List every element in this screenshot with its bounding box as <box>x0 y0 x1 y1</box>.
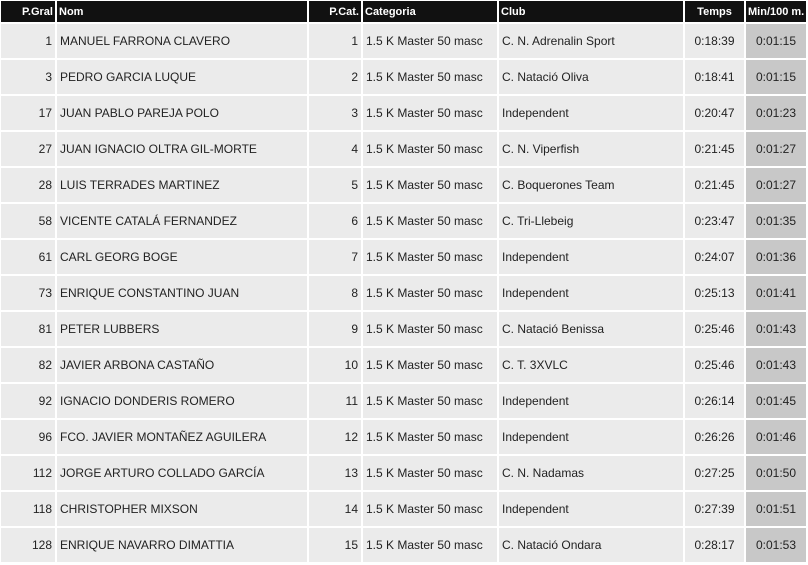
cell-pace: 0:01:50 <box>746 456 806 490</box>
cell-nom: JAVIER ARBONA CASTAÑO <box>57 348 307 382</box>
table-row <box>1 420 806 454</box>
cell-pcat: 10 <box>309 348 361 382</box>
table-row <box>1 24 806 58</box>
cell-temps: 0:20:47 <box>685 96 744 130</box>
cell-pgral: 58 <box>1 204 55 238</box>
cell-pgral: 112 <box>1 456 55 490</box>
cell-pace: 0:01:27 <box>746 168 806 202</box>
cell-pgral: 61 <box>1 240 55 274</box>
cell-categoria: 1.5 K Master 50 masc <box>363 24 497 58</box>
cell-club: C. N. Nadamas <box>499 456 683 490</box>
cell-temps: 0:18:41 <box>685 60 744 94</box>
cell-temps: 0:25:13 <box>685 276 744 310</box>
cell-pgral: 118 <box>1 492 55 526</box>
cell-pace: 0:01:46 <box>746 420 806 454</box>
table-row <box>1 456 806 490</box>
table-row <box>1 492 806 526</box>
table-row <box>1 204 806 238</box>
cell-pcat: 6 <box>309 204 361 238</box>
header-row <box>1 1 806 22</box>
cell-categoria: 1.5 K Master 50 masc <box>363 492 497 526</box>
cell-pcat: 4 <box>309 132 361 166</box>
cell-nom: IGNACIO DONDERIS ROMERO <box>57 384 307 418</box>
cell-pcat: 15 <box>309 528 361 562</box>
cell-nom: VICENTE CATALÁ FERNANDEZ <box>57 204 307 238</box>
cell-categoria: 1.5 K Master 50 masc <box>363 204 497 238</box>
cell-pgral: 128 <box>1 528 55 562</box>
cell-pgral: 73 <box>1 276 55 310</box>
cell-club: Independent <box>499 96 683 130</box>
cell-temps: 0:28:17 <box>685 528 744 562</box>
header-pcat: P.Cat. <box>309 1 361 22</box>
cell-nom: ENRIQUE CONSTANTINO JUAN <box>57 276 307 310</box>
header-categoria: Categoria <box>363 1 497 22</box>
cell-nom: LUIS TERRADES MARTINEZ <box>57 168 307 202</box>
cell-pace: 0:01:27 <box>746 132 806 166</box>
header-pgral: P.Gral <box>1 1 55 22</box>
cell-pgral: 28 <box>1 168 55 202</box>
cell-categoria: 1.5 K Master 50 masc <box>363 168 497 202</box>
cell-temps: 0:27:25 <box>685 456 744 490</box>
cell-pcat: 5 <box>309 168 361 202</box>
cell-pace: 0:01:15 <box>746 60 806 94</box>
cell-temps: 0:25:46 <box>685 348 744 382</box>
cell-categoria: 1.5 K Master 50 masc <box>363 132 497 166</box>
cell-nom: MANUEL FARRONA CLAVERO <box>57 24 307 58</box>
cell-club: Independent <box>499 384 683 418</box>
cell-pcat: 11 <box>309 384 361 418</box>
cell-club: C. Natació Benissa <box>499 312 683 346</box>
cell-categoria: 1.5 K Master 50 masc <box>363 240 497 274</box>
cell-nom: CARL GEORG BOGE <box>57 240 307 274</box>
cell-pcat: 7 <box>309 240 361 274</box>
table-row <box>1 348 806 382</box>
cell-club: Independent <box>499 492 683 526</box>
cell-pace: 0:01:51 <box>746 492 806 526</box>
cell-club: Independent <box>499 420 683 454</box>
cell-pace: 0:01:15 <box>746 24 806 58</box>
header-club: Club <box>499 1 683 22</box>
table-row <box>1 240 806 274</box>
cell-nom: ENRIQUE NAVARRO DIMATTIA <box>57 528 307 562</box>
cell-temps: 0:23:47 <box>685 204 744 238</box>
cell-categoria: 1.5 K Master 50 masc <box>363 456 497 490</box>
cell-pace: 0:01:35 <box>746 204 806 238</box>
cell-pcat: 14 <box>309 492 361 526</box>
cell-temps: 0:24:07 <box>685 240 744 274</box>
cell-pgral: 1 <box>1 24 55 58</box>
cell-pace: 0:01:41 <box>746 276 806 310</box>
cell-club: Independent <box>499 276 683 310</box>
table-row <box>1 96 806 130</box>
cell-nom: JUAN PABLO PAREJA POLO <box>57 96 307 130</box>
table-row <box>1 132 806 166</box>
cell-pcat: 12 <box>309 420 361 454</box>
cell-nom: CHRISTOPHER MIXSON <box>57 492 307 526</box>
header-temps: Temps <box>685 1 744 22</box>
cell-temps: 0:21:45 <box>685 168 744 202</box>
header-pace: Min/100 m. <box>746 1 806 22</box>
cell-pace: 0:01:43 <box>746 348 806 382</box>
cell-pace: 0:01:53 <box>746 528 806 562</box>
cell-temps: 0:25:46 <box>685 312 744 346</box>
cell-club: C. N. Adrenalin Sport <box>499 24 683 58</box>
cell-categoria: 1.5 K Master 50 masc <box>363 528 497 562</box>
cell-club: Independent <box>499 240 683 274</box>
cell-nom: PEDRO GARCIA LUQUE <box>57 60 307 94</box>
cell-temps: 0:18:39 <box>685 24 744 58</box>
cell-pcat: 8 <box>309 276 361 310</box>
cell-temps: 0:26:14 <box>685 384 744 418</box>
cell-categoria: 1.5 K Master 50 masc <box>363 312 497 346</box>
results-body <box>1 24 806 562</box>
cell-categoria: 1.5 K Master 50 masc <box>363 384 497 418</box>
cell-pgral: 3 <box>1 60 55 94</box>
cell-club: C. Natació Oliva <box>499 60 683 94</box>
table-row <box>1 312 806 346</box>
cell-pcat: 3 <box>309 96 361 130</box>
cell-pgral: 81 <box>1 312 55 346</box>
cell-pcat: 13 <box>309 456 361 490</box>
cell-categoria: 1.5 K Master 50 masc <box>363 60 497 94</box>
cell-pgral: 92 <box>1 384 55 418</box>
cell-nom: FCO. JAVIER MONTAÑEZ AGUILERA <box>57 420 307 454</box>
cell-categoria: 1.5 K Master 50 masc <box>363 276 497 310</box>
cell-pcat: 1 <box>309 24 361 58</box>
cell-pgral: 82 <box>1 348 55 382</box>
cell-nom: JORGE ARTURO COLLADO GARCÍA <box>57 456 307 490</box>
table-row <box>1 528 806 562</box>
cell-pace: 0:01:43 <box>746 312 806 346</box>
table-row <box>1 60 806 94</box>
header-nom: Nom <box>57 1 307 22</box>
cell-pace: 0:01:23 <box>746 96 806 130</box>
cell-club: C. N. Viperfish <box>499 132 683 166</box>
cell-club: C. Tri-Llebeig <box>499 204 683 238</box>
cell-nom: JUAN IGNACIO OLTRA GIL-MORTE <box>57 132 307 166</box>
cell-pgral: 96 <box>1 420 55 454</box>
cell-club: C. Boquerones Team <box>499 168 683 202</box>
cell-categoria: 1.5 K Master 50 masc <box>363 348 497 382</box>
table-row <box>1 384 806 418</box>
cell-club: C. Natació Ondara <box>499 528 683 562</box>
cell-temps: 0:27:39 <box>685 492 744 526</box>
table-row <box>1 168 806 202</box>
cell-nom: PETER LUBBERS <box>57 312 307 346</box>
cell-pcat: 2 <box>309 60 361 94</box>
cell-pgral: 27 <box>1 132 55 166</box>
cell-pace: 0:01:36 <box>746 240 806 274</box>
cell-temps: 0:21:45 <box>685 132 744 166</box>
cell-categoria: 1.5 K Master 50 masc <box>363 420 497 454</box>
cell-categoria: 1.5 K Master 50 masc <box>363 96 497 130</box>
cell-pace: 0:01:45 <box>746 384 806 418</box>
cell-pcat: 9 <box>309 312 361 346</box>
cell-temps: 0:26:26 <box>685 420 744 454</box>
table-row <box>1 276 806 310</box>
cell-club: C. T. 3XVLC <box>499 348 683 382</box>
cell-pgral: 17 <box>1 96 55 130</box>
